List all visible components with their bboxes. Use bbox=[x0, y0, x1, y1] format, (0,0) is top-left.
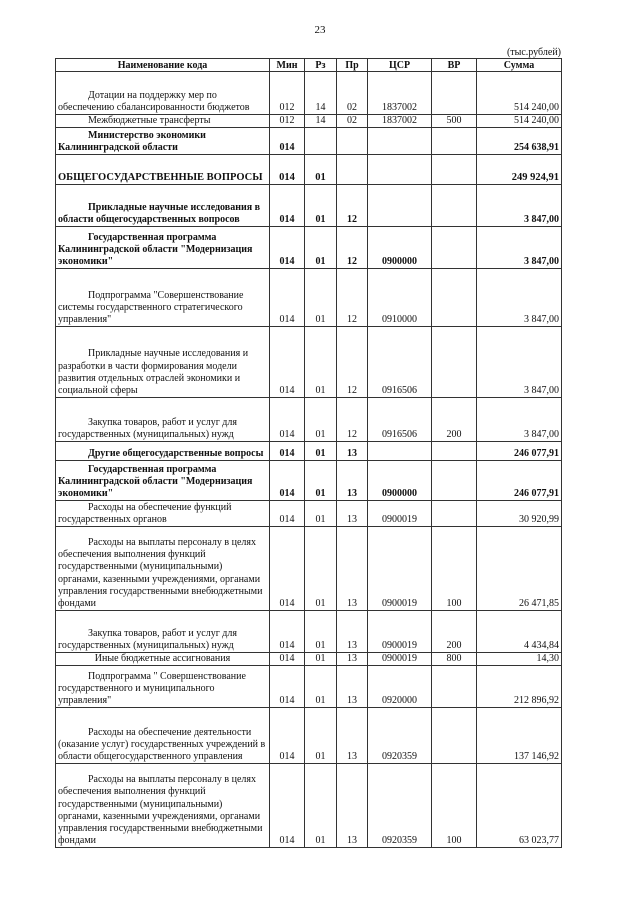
cell-name: Прикладные научные исследования и разработки в части формирования модели развития отдельных отраслей экономики и социальной сферы bbox=[56, 327, 270, 398]
cell-vr bbox=[432, 185, 477, 227]
cell-name: Подпрограмма "Совершенствование системы государственного стратегического управления" bbox=[56, 269, 270, 327]
cell-vr: 200 bbox=[432, 611, 477, 653]
table-row bbox=[56, 185, 562, 227]
table-row bbox=[56, 527, 562, 611]
cell-pr bbox=[337, 128, 368, 155]
cell-sum: 3 847,00 bbox=[477, 398, 562, 442]
header-pr: Пр bbox=[337, 59, 368, 72]
cell-vr bbox=[432, 72, 477, 115]
cell-pr: 13 bbox=[337, 461, 368, 501]
cell-name: Прикладные научные исследования в области общегосударственных вопросов bbox=[56, 185, 270, 227]
cell-name: Министерство экономики Калининградской области bbox=[56, 128, 270, 155]
cell-rz: 01 bbox=[305, 327, 337, 398]
cell-csr: 0920000 bbox=[368, 666, 432, 708]
cell-rz bbox=[305, 128, 337, 155]
table-row bbox=[56, 227, 562, 269]
table-row bbox=[56, 327, 562, 398]
cell-rz: 01 bbox=[305, 653, 337, 666]
cell-pr: 13 bbox=[337, 653, 368, 666]
cell-min: 014 bbox=[270, 442, 305, 461]
cell-name: Государственная программа Калининградской области "Модернизация экономики" bbox=[56, 461, 270, 501]
cell-pr: 02 bbox=[337, 72, 368, 115]
cell-name: Межбюджетные трансферты bbox=[56, 115, 270, 128]
table-row bbox=[56, 128, 562, 155]
cell-min: 014 bbox=[270, 666, 305, 708]
cell-sum: 30 920,99 bbox=[477, 501, 562, 527]
cell-min: 014 bbox=[270, 527, 305, 611]
cell-rz: 14 bbox=[305, 72, 337, 115]
cell-rz: 01 bbox=[305, 501, 337, 527]
cell-pr bbox=[337, 155, 368, 185]
cell-min: 014 bbox=[270, 327, 305, 398]
cell-name: Государственная программа Калининградской области "Модернизация экономики" bbox=[56, 227, 270, 269]
cell-vr bbox=[432, 155, 477, 185]
cell-name: Иные бюджетные ассигнования bbox=[56, 653, 270, 666]
cell-min: 012 bbox=[270, 115, 305, 128]
cell-min: 014 bbox=[270, 461, 305, 501]
cell-pr: 13 bbox=[337, 764, 368, 848]
cell-min: 014 bbox=[270, 653, 305, 666]
cell-min: 014 bbox=[270, 398, 305, 442]
cell-sum: 514 240,00 bbox=[477, 115, 562, 128]
cell-rz: 01 bbox=[305, 227, 337, 269]
header-vr: ВР bbox=[432, 59, 477, 72]
cell-sum: 254 638,91 bbox=[477, 128, 562, 155]
cell-rz: 01 bbox=[305, 398, 337, 442]
cell-pr: 13 bbox=[337, 501, 368, 527]
cell-pr: 12 bbox=[337, 398, 368, 442]
table-row bbox=[56, 461, 562, 501]
cell-rz: 01 bbox=[305, 666, 337, 708]
cell-vr bbox=[432, 227, 477, 269]
cell-sum: 63 023,77 bbox=[477, 764, 562, 848]
cell-min: 012 bbox=[270, 72, 305, 115]
cell-sum: 246 077,91 bbox=[477, 442, 562, 461]
cell-vr bbox=[432, 269, 477, 327]
cell-csr: 0900000 bbox=[368, 227, 432, 269]
cell-name: Расходы на выплаты персоналу в целях обеспечения выполнения функций государственными (муниципальными) органами, казенными учреждениями, органами управления государственными внебюджетными фондами bbox=[56, 764, 270, 848]
cell-sum: 3 847,00 bbox=[477, 185, 562, 227]
header-min: Мин bbox=[270, 59, 305, 72]
cell-name: Дотации на поддержку мер по обеспечению сбалансированности бюджетов bbox=[56, 72, 270, 115]
cell-name: Закупка товаров, работ и услуг для государственных (муниципальных) нужд bbox=[56, 398, 270, 442]
cell-vr: 500 bbox=[432, 115, 477, 128]
cell-min: 014 bbox=[270, 501, 305, 527]
cell-rz: 01 bbox=[305, 155, 337, 185]
cell-name: Закупка товаров, работ и услуг для государственных (муниципальных) нужд bbox=[56, 611, 270, 653]
cell-rz: 01 bbox=[305, 611, 337, 653]
cell-csr bbox=[368, 155, 432, 185]
table-row bbox=[56, 115, 562, 128]
table-row bbox=[56, 666, 562, 708]
units-label: (тыс.рублей) bbox=[506, 47, 561, 58]
cell-csr: 0900019 bbox=[368, 527, 432, 611]
header-name: Наименование кода bbox=[56, 59, 270, 72]
cell-name: Расходы на обеспечение функций государственных органов bbox=[56, 501, 270, 527]
cell-csr: 0900019 bbox=[368, 611, 432, 653]
table-row bbox=[56, 398, 562, 442]
table-header-row bbox=[56, 59, 562, 72]
cell-name: Другие общегосударственные вопросы bbox=[56, 442, 270, 461]
cell-rz: 01 bbox=[305, 185, 337, 227]
cell-csr: 0900019 bbox=[368, 501, 432, 527]
cell-pr: 13 bbox=[337, 527, 368, 611]
cell-csr: 1837002 bbox=[368, 72, 432, 115]
cell-pr: 12 bbox=[337, 227, 368, 269]
cell-vr: 100 bbox=[432, 764, 477, 848]
cell-csr: 0920359 bbox=[368, 708, 432, 764]
cell-pr: 13 bbox=[337, 666, 368, 708]
table-row bbox=[56, 442, 562, 461]
cell-vr bbox=[432, 128, 477, 155]
cell-sum: 212 896,92 bbox=[477, 666, 562, 708]
cell-min: 014 bbox=[270, 155, 305, 185]
table-row bbox=[56, 269, 562, 327]
header-sum: Сумма bbox=[477, 59, 562, 72]
cell-vr bbox=[432, 666, 477, 708]
header-csr: ЦСР bbox=[368, 59, 432, 72]
cell-vr: 100 bbox=[432, 527, 477, 611]
page-number: 23 bbox=[314, 24, 326, 36]
cell-sum: 3 847,00 bbox=[477, 269, 562, 327]
table-row bbox=[56, 611, 562, 653]
cell-name: ОБЩЕГОСУДАРСТВЕННЫЕ ВОПРОСЫ bbox=[56, 155, 270, 185]
cell-min: 014 bbox=[270, 764, 305, 848]
cell-sum: 249 924,91 bbox=[477, 155, 562, 185]
header-rz: Рз bbox=[305, 59, 337, 72]
cell-pr: 13 bbox=[337, 708, 368, 764]
cell-rz: 01 bbox=[305, 269, 337, 327]
cell-sum: 26 471,85 bbox=[477, 527, 562, 611]
cell-csr: 0916506 bbox=[368, 398, 432, 442]
cell-pr: 13 bbox=[337, 611, 368, 653]
cell-vr bbox=[432, 461, 477, 501]
cell-csr bbox=[368, 442, 432, 461]
cell-vr: 800 bbox=[432, 653, 477, 666]
cell-sum: 3 847,00 bbox=[477, 227, 562, 269]
cell-vr bbox=[432, 327, 477, 398]
table-row bbox=[56, 155, 562, 185]
cell-min: 014 bbox=[270, 611, 305, 653]
cell-pr: 02 bbox=[337, 115, 368, 128]
cell-pr: 13 bbox=[337, 442, 368, 461]
cell-min: 014 bbox=[270, 185, 305, 227]
cell-sum: 14,30 bbox=[477, 653, 562, 666]
cell-csr: 1837002 bbox=[368, 115, 432, 128]
cell-csr bbox=[368, 185, 432, 227]
cell-rz: 14 bbox=[305, 115, 337, 128]
table-row bbox=[56, 764, 562, 848]
cell-rz: 01 bbox=[305, 764, 337, 848]
cell-name: Подпрограмма " Совершенствование государственного и муниципального управления" bbox=[56, 666, 270, 708]
cell-pr: 12 bbox=[337, 185, 368, 227]
table-row bbox=[56, 653, 562, 666]
cell-csr: 0916506 bbox=[368, 327, 432, 398]
cell-rz: 01 bbox=[305, 442, 337, 461]
cell-vr bbox=[432, 442, 477, 461]
cell-vr bbox=[432, 501, 477, 527]
cell-pr: 12 bbox=[337, 269, 368, 327]
cell-csr: 0900000 bbox=[368, 461, 432, 501]
cell-sum: 246 077,91 bbox=[477, 461, 562, 501]
cell-sum: 4 434,84 bbox=[477, 611, 562, 653]
table-row bbox=[56, 708, 562, 764]
cell-min: 014 bbox=[270, 128, 305, 155]
cell-sum: 514 240,00 bbox=[477, 72, 562, 115]
cell-pr: 12 bbox=[337, 327, 368, 398]
cell-csr: 0900019 bbox=[368, 653, 432, 666]
cell-csr bbox=[368, 128, 432, 155]
cell-min: 014 bbox=[270, 708, 305, 764]
table-row bbox=[56, 72, 562, 115]
cell-vr: 200 bbox=[432, 398, 477, 442]
table-row bbox=[56, 501, 562, 527]
cell-vr bbox=[432, 708, 477, 764]
cell-rz: 01 bbox=[305, 527, 337, 611]
cell-name: Расходы на выплаты персоналу в целях обеспечения выполнения функций государственными (муниципальными) органами, казенными учреждениями, органами управления государственными внебюджетными фондами bbox=[56, 527, 270, 611]
cell-rz: 01 bbox=[305, 708, 337, 764]
budget-table bbox=[55, 58, 562, 848]
cell-name: Расходы на обеспечение деятельности (оказание услуг) государственных учреждений в области общегосударственного управления bbox=[56, 708, 270, 764]
cell-min: 014 bbox=[270, 269, 305, 327]
cell-csr: 0910000 bbox=[368, 269, 432, 327]
cell-csr: 0920359 bbox=[368, 764, 432, 848]
cell-sum: 3 847,00 bbox=[477, 327, 562, 398]
cell-rz: 01 bbox=[305, 461, 337, 501]
cell-sum: 137 146,92 bbox=[477, 708, 562, 764]
cell-min: 014 bbox=[270, 227, 305, 269]
